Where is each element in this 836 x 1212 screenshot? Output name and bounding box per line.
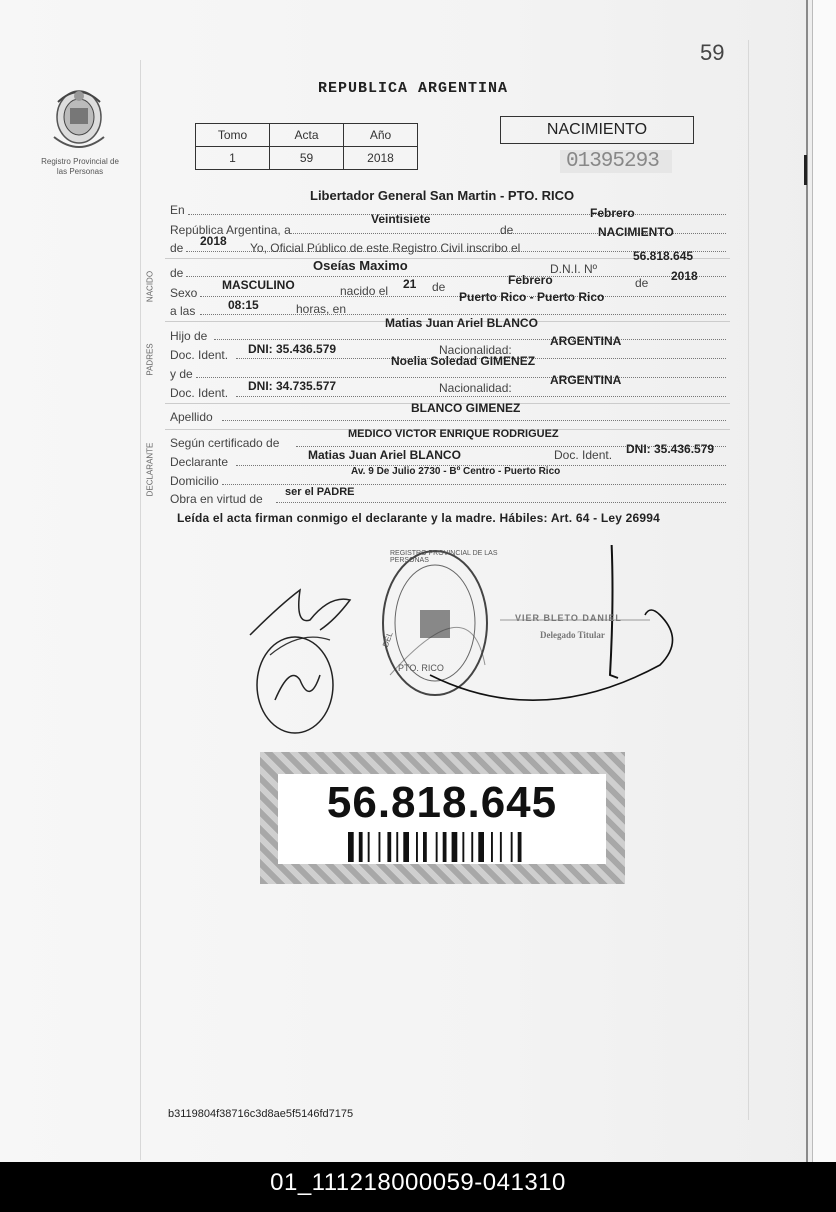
dotted-line [188, 214, 726, 215]
en-label: En [170, 203, 185, 217]
stamp-ring-text: REGISTRO PROVINCIAL DE LAS PERSONAS [390, 550, 498, 564]
closing-statement: Leída el acta firman conmigo el declarante y la madre. Hábiles: Art. 64 - Ley 26994 [177, 511, 661, 525]
declarant-name-value: Matias Juan Ariel BLANCO [308, 448, 461, 462]
nacionalidad-label: Nacionalidad: [439, 343, 512, 357]
barcode-label [260, 752, 625, 884]
barcode-number: 56.818.645 [326, 778, 558, 827]
declarante-label: Declarante [170, 455, 229, 469]
official-name-stamp: VIER BLETO DANIEL [515, 613, 622, 623]
birth-month-value: Febrero [508, 273, 553, 287]
doc-ident-label: Doc. Ident. [170, 348, 229, 362]
birth-place-value: Puerto Rico - Puerto Rico [459, 290, 605, 304]
address-value: Av. 9 De Julio 2730 - Bº Centro - Puerto Rico [351, 466, 561, 477]
obra-value: ser el PADRE [285, 486, 355, 498]
section-label-declarante: DECLARANTE [145, 442, 155, 497]
apellido-label: Apellido [170, 410, 213, 424]
barcode-bar [436, 832, 438, 862]
de-label: de [170, 241, 184, 255]
father-nationality-value: ARGENTINA [550, 334, 622, 348]
barcode-bar [423, 832, 427, 862]
dotted-line [222, 484, 726, 485]
barcode-bar [443, 832, 447, 862]
dotted-line [214, 339, 726, 340]
republica-label: República Argentina, a [170, 223, 291, 237]
y-de-label: y de [170, 367, 193, 381]
table-value-tomo: 1 [196, 147, 270, 170]
sex-value: MASCULINO [222, 278, 295, 292]
certificado-label: Según certificado de [170, 436, 280, 450]
barcode-bar [478, 832, 484, 862]
margin-line-right [748, 40, 749, 1120]
hijo-de-label: Hijo de [170, 329, 208, 343]
sexo-label: Sexo [170, 286, 198, 300]
dotted-line [200, 314, 726, 315]
barcode-bar [500, 832, 502, 862]
a-las-label: a las [170, 304, 196, 318]
act-type-box: NACIMIENTO [500, 116, 694, 144]
barcode-bar [359, 832, 363, 862]
registry-org-label: Registro Provincial de las Personas [41, 157, 119, 176]
barcode-bar [403, 832, 409, 862]
barcode-bar [462, 832, 464, 862]
doc-ident-label: Doc. Ident. [170, 386, 229, 400]
dotted-line [196, 377, 726, 378]
barcode-bars [348, 832, 568, 862]
stamp-bottom-text: PTO. RICO [398, 663, 444, 673]
nacionalidad-label: Nacionalidad: [439, 381, 512, 395]
declarant-doc-value: DNI: 35.436.579 [626, 442, 715, 456]
birth-time-value: 08:15 [228, 298, 259, 312]
father-doc-value: DNI: 35.436.579 [248, 342, 337, 356]
child-name-value: Oseías Maximo [313, 258, 408, 273]
barcode-bar [348, 832, 354, 862]
de-label: de [500, 223, 514, 237]
dni-value: 56.818.645 [633, 249, 694, 263]
official-stamp [380, 551, 487, 695]
month-value: Febrero [590, 206, 635, 220]
barcode-bar [387, 832, 391, 862]
table-value-acta: 59 [270, 147, 344, 170]
barcode-bar [379, 832, 381, 862]
section-label-padres: PADRES [145, 343, 155, 376]
coat-of-arms-logo [48, 82, 110, 156]
surname-value: BLANCO GIMENEZ [411, 401, 521, 415]
signatures-area [240, 545, 700, 735]
document-title: REPUBLICA ARGENTINA [318, 80, 509, 97]
place-value: Libertador General San Martin - PTO. RICO [310, 188, 575, 203]
de-label: de [432, 280, 446, 294]
serial-number: 01395293 [560, 150, 672, 173]
certificate-value: MEDICO VICTOR ENRIQUE RODRIGUEZ [348, 428, 559, 440]
barcode-bar [452, 832, 458, 862]
year-value: 2018 [200, 234, 227, 248]
page-edge [812, 0, 836, 1162]
dotted-line [222, 420, 726, 421]
dni-label: D.N.I. Nº [550, 262, 598, 276]
obra-label: Obra en virtud de [170, 492, 263, 506]
stamp-left-text: DEL [380, 630, 395, 649]
birth-year-value: 2018 [671, 269, 698, 283]
dotted-line [276, 502, 726, 503]
barcode-bar [491, 832, 493, 862]
footer-id: 01_111218000059-041310 [270, 1169, 566, 1196]
horas-label: horas, en [296, 302, 347, 316]
barcode-bar [511, 832, 513, 862]
de-label: de [635, 276, 649, 290]
inscription-type-value: NACIMIENTO [598, 225, 674, 239]
official-role-stamp: Delegado Titular [540, 630, 605, 640]
officer-text: Yo, Oficial Público de este Registro Civil inscribo el [250, 241, 521, 255]
table-value-anio: 2018 [344, 147, 418, 170]
barcode-bar [416, 832, 418, 862]
registry-table [195, 123, 418, 170]
doc-ident-label: Doc. Ident. [554, 448, 613, 462]
margin-line [140, 60, 141, 1160]
father-name-value: Matias Juan Ariel BLANCO [385, 316, 538, 330]
table-header-tomo: Tomo [196, 124, 270, 147]
barcode-bar [471, 832, 473, 862]
section-label-nacido: NACIDO [145, 270, 155, 303]
de-label: de [170, 266, 184, 280]
nacido-el-label: nacido el [340, 284, 389, 298]
mother-nationality-value: ARGENTINA [550, 373, 622, 387]
table-header-anio: Año [344, 124, 418, 147]
mother-name-value: Noelia Soledad GIMENEZ [391, 354, 536, 368]
barcode-bar [396, 832, 398, 862]
barcode-bar [368, 832, 370, 862]
mother-doc-value: DNI: 34.735.577 [248, 379, 337, 393]
barcode-bar [518, 832, 522, 862]
page-number: 59 [700, 40, 725, 65]
domicilio-label: Domicilio [170, 474, 219, 488]
day-text-value: Veintisiete [371, 212, 431, 226]
document-hash: b3119804f38716c3d8ae5f5146fd7175 [168, 1108, 354, 1120]
edge-mark [804, 155, 807, 185]
birth-day-value: 21 [403, 277, 417, 291]
dotted-line [236, 396, 726, 397]
table-header-acta: Acta [270, 124, 344, 147]
barcode-panel [278, 774, 606, 864]
